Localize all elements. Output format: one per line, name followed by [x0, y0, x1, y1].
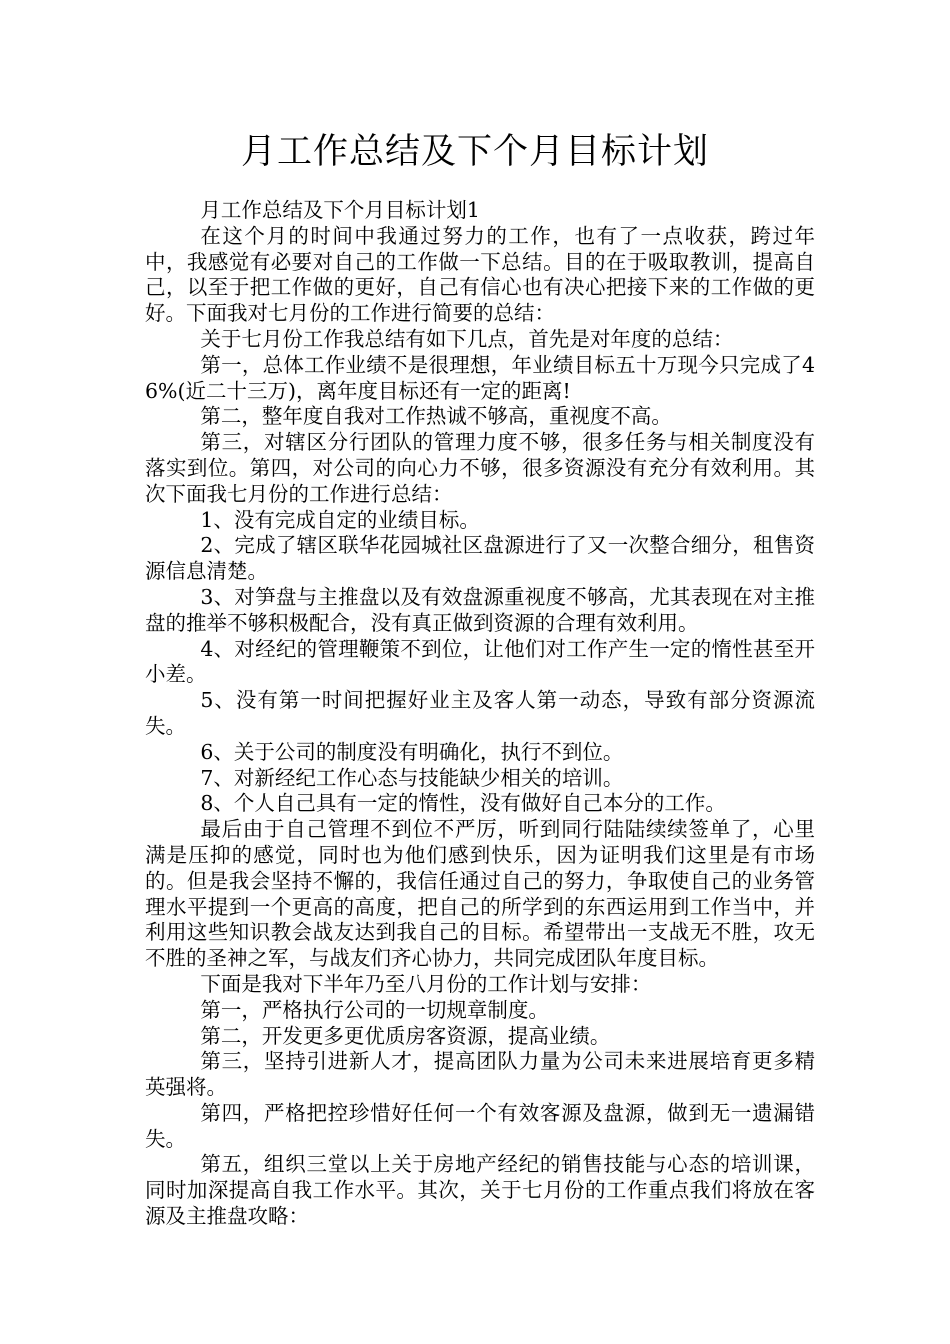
monthly-item-3: 3、对笋盘与主推盘以及有效盘源重视度不够高，尤其表现在对主推盘的推举不够积极配合，没有真正做到资源的合理有效利用。: [145, 584, 815, 635]
annual-point-2: 第二，整年度自我对工作热诚不够高，重视度不高。: [200, 404, 672, 429]
monthly-item-4: 4、对经纪的管理鞭策不到位，让他们对工作产生一定的惰性甚至开小差。: [145, 636, 815, 687]
monthly-item-5: 5、没有第一时间把握好业主及客人第一动态，导致有部分资源流失。: [145, 688, 815, 738]
plan-item-5: 第五，组织三堂以上关于房地产经纪的销售技能与心态的培训课，同时加深提高自我工作水平。其次，关于七月份的工作重点我们将放在客源及主推盘攻略：: [145, 1152, 815, 1229]
plan-item-3: 第三，坚持引进新人才，提高团队力量为公司未来进展培育更多精英强将。: [145, 1049, 815, 1100]
monthly-item-8: 8、个人自己具有一定的惰性，没有做好自己本分的工作。: [200, 791, 726, 816]
plan-item-1: 第一，严格执行公司的一切规章制度。: [200, 997, 549, 1022]
plan-item-4: 第四，严格把控珍惜好任何一个有效客源及盘源，做到无一遗漏错失。: [145, 1100, 815, 1151]
subtitle-paragraph: 月工作总结及下个月目标计划1: [200, 198, 480, 222]
annual-point-1: 第一，总体工作业绩不是很理想，年业绩目标五十万现今只完成了46%(近二十三万)，离年度目标还有一定的距离!: [145, 352, 815, 403]
monthly-item-7: 7、对新经纪工作心态与技能缺少相关的培训。: [200, 765, 624, 790]
plan-lead-paragraph: 下面是我对下半年乃至八月份的工作计划与安排：: [200, 971, 652, 996]
monthly-item-2: 2、完成了辖区联华花园城社区盘源进行了又一次整合细分，租售资源信息清楚。: [145, 533, 815, 584]
annual-point-3-4: 第三，对辖区分行团队的管理力度不够，很多任务与相关制度没有落实到位。第四，对公司的向心力不够，很多资源没有充分有效利用。其次下面我七月份的工作进行总结：: [145, 430, 815, 506]
intro-paragraph: 在这个月的时间中我通过努力的工作，也有了一点收获，跨过年中，我感觉有必要对自己的工作做一下总结。目的在于吸取教训，提高自己，以至于把工作做的更好，自己有信心也有决心把接下来的工作做的更好。下面我对七月份的工作进行简要的总结：: [145, 223, 815, 326]
document-title: 月工作总结及下个月目标计划: [240, 132, 709, 172]
summary-lead-paragraph: 关于七月份工作我总结有如下几点，首先是对年度的总结：: [200, 326, 734, 351]
plan-item-2: 第二，开发更多更优质房客资源，提高业绩。: [200, 1023, 611, 1048]
monthly-item-6: 6、关于公司的制度没有明确化，执行不到位。: [200, 739, 624, 764]
monthly-item-1: 1、没有完成自定的业绩目标。: [200, 507, 480, 532]
document-body: [145, 198, 815, 1230]
reflection-paragraph: 最后由于自己管理不到位不严厉，听到同行陆陆续续签单了，心里满是压抑的感觉，同时也为他们感到快乐，因为证明我们这里是有市场的。但是我会坚持不懈的，我信任通过自己的努力，争取使自己的业务管理水平提到一个更高的高度，把自己的所学到的东西运用到工作当中，并利用这些知识教会战友达到我自己的目标。希望带出一支战无不胜，攻无不胜的圣神之军，与战友们齐心协力，共同完成团队年度目标。: [145, 817, 815, 971]
